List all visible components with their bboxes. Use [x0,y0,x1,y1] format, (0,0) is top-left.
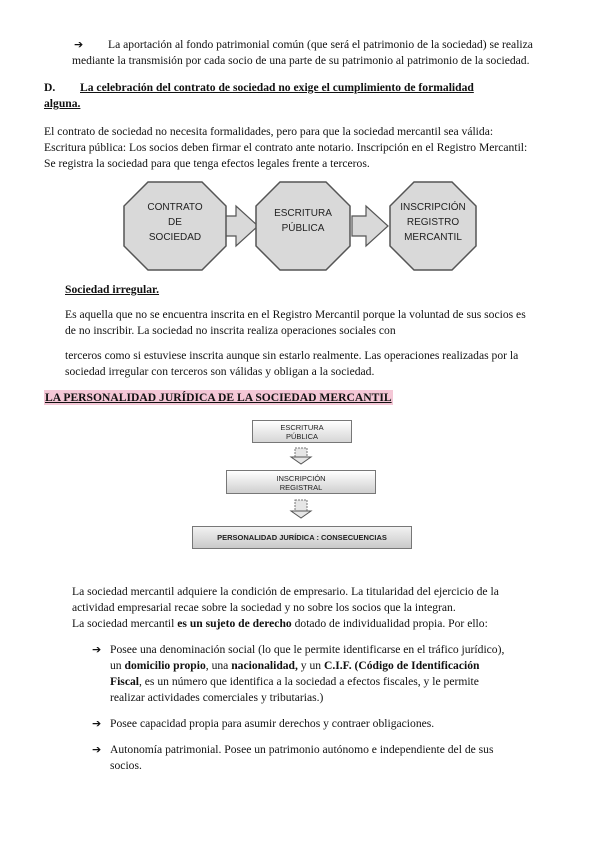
personalidad-heading: LA PERSONALIDAD JURÍDICA DE LA SOCIEDAD MERCANTIL [45,391,392,404]
section-heading-line1: La celebración del contrato de sociedad no exige el cumplimiento de formalidad [80,81,474,94]
section-heading-line2: alguna. [44,97,81,110]
irregular-line: sociedad irregular con terceros son válidas y obligan a la sociedad. [65,365,375,378]
b1-domicilio: domicilio propio [124,659,206,672]
intro-bullet-text: La aportación al fondo patrimonial común (que será el patrimonio de la sociedad) se realiza [108,38,533,51]
b1-e: y un [297,659,324,672]
diagram-box-inscripcion [226,470,376,494]
section-letter: D. [44,81,56,94]
bullet-3-line2: socios. [110,759,142,772]
irregular-line: de no inscribir. La sociedad no inscrita realiza operaciones sociales con [65,324,396,337]
diagram-box-personalidad: PERSONALIDAD JURÍDICA : CONSECUENCIAS [192,526,412,549]
bullet-1-line3 [110,674,479,689]
irregular-line: Es aquella que no se encuentra inscrita en el Registro Mercantil porque la voluntad de sus socios es [65,308,526,321]
flow-arrow-1 [224,206,258,246]
diagram-box-escritura-line1: ESCRITURA [280,423,324,432]
b1-l3-rest: , es un número que identifica a la sociedad a efectos fiscales, y le permite [138,675,479,688]
b1-nacionalidad: nacionalidad, [231,659,298,672]
flow-step-1-line2: DE [168,217,182,228]
diagram-arrow-1 [289,446,313,466]
diagram-box-inscripcion-line2: REGISTRAL [279,483,323,492]
b1-c: , una [205,659,232,672]
flow-step-3-line2: REGISTRO [406,217,460,228]
flow-step-1-line3: SOCIEDAD [148,232,202,243]
bullet-2: Posee capacidad propia para asumir derechos y contraer obligaciones. [110,717,435,730]
personalidad-para-line2: actividad empresarial recae sobre la sociedad y no sobre los socios que la integran. [72,601,456,614]
flow-step-2-line1: ESCRITURA [274,208,332,219]
diagram-box-escritura [252,420,352,443]
personalidad-para-line1: La sociedad mercantil adquiere la condición de empresario. La titularidad del ejercicio de la [72,585,499,598]
personalidad-para-line3 [72,616,488,631]
irregular-line: terceros como si estuviese inscrita aunque sin estarlo realmente. Las operaciones realizadas por la [65,349,519,362]
diagram-box-escritura-line2: PÚBLICA [285,432,319,441]
para-line3-c: dotado de individualidad propia. Por ello: [291,617,488,630]
flow-diagram [122,180,478,272]
bullet-arrow-icon: ➔ [92,717,102,730]
bullet-arrow-icon: ➔ [92,643,102,656]
flow-step-3-line1: INSCRIPCIÓN [400,202,466,213]
paragraph-line: Se registra la sociedad para que tenga efectos legales frente a terceros. [44,157,370,170]
irregular-heading: Sociedad irregular. [65,283,160,296]
paragraph-line: Escritura pública: Los socios deben firmar el contrato ante notario. Inscripción en el Registro Mercantil: [44,141,528,154]
bullet-1-line4: realizar actividades comerciales y tributarias.) [110,691,324,704]
para-line3-a: La sociedad mercantil [72,617,178,630]
diagram-box-inscripcion-line1: INSCRIPCIÓN [276,474,326,483]
intro-continuation: mediante la transmisión por cada socio de una parte de su patrimonio al patrimonio de la sociedad. [72,54,530,67]
flow-arrow-2 [352,206,388,246]
diagram-arrow-2 [289,498,313,520]
b1-a: un [110,659,125,672]
flow-step-3-line3: MERCANTIL [404,232,462,243]
flow-step-2-line2: PÚBLICA [281,223,325,234]
bullet-1-line2 [110,658,479,673]
b1-cif: C.I.F. (Código de Identificación [324,659,480,672]
b1-fiscal: Fiscal [110,675,139,688]
bullet-3-line1: Autonomía patrimonial. Posee un patrimonio autónomo e independiente del de sus [110,743,494,756]
para-line3-emphasis: es un sujeto de derecho [177,617,292,630]
bullet-1-line1: Posee una denominación social (lo que le permite identificarse en el tráfico jurídico), [110,643,505,656]
bullet-arrow-icon: ➔ [74,38,84,51]
flow-diagram-svg [122,180,478,272]
flow-step-1-line1: CONTRATO [147,202,203,213]
bullet-arrow-icon: ➔ [92,743,102,756]
paragraph-line: El contrato de sociedad no necesita formalidades, pero para que la sociedad mercantil sea válida: [44,125,494,138]
